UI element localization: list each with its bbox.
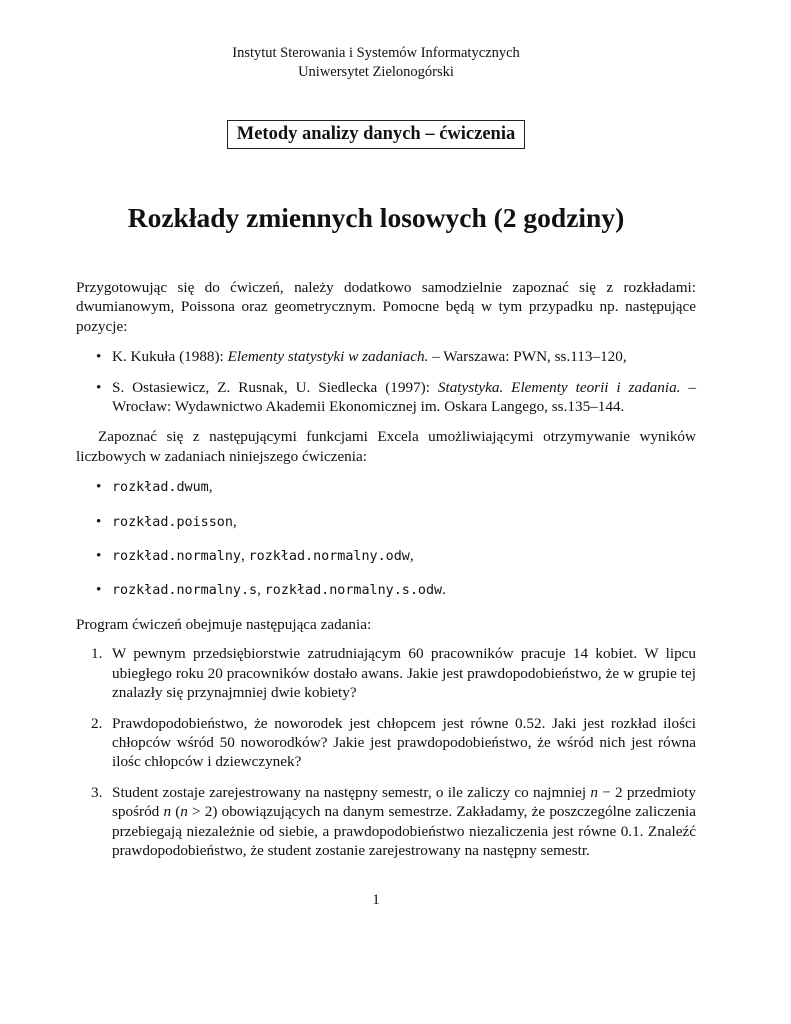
institution-header [0, 44, 752, 82]
course-title: Metody analizy danych – ćwiczenia [227, 120, 526, 149]
function-name: rozkład.poisson [112, 514, 233, 530]
task-text: W pewnym przedsiębiorstwie zatrudniającym 60 pracowników pracuje 14 kobiet. W lipcu ubiegłego roku 20 pracowników dostało awans. Jakie jest prawdopodobieństwo, że w grupie tej znalazły się przynajmniej dwie kobiety? [112, 645, 696, 702]
function-separator: , [257, 581, 265, 599]
bullet-icon: • [96, 581, 102, 599]
bullet-icon: • [96, 547, 102, 565]
reference-list [76, 347, 696, 416]
task-text: Prawdopodobieństwo, że noworodek jest chłopcem jest równe 0.52. Jaki jest rozkład ilości chłopców wśród 50 noworodków? Jakie jest prawdopodobieństwo, że wśród nich jest równa ilośc chłopców i dziewczynek? [112, 714, 696, 771]
page-title: Rozkłady zmiennych losowych (2 godziny) [127, 202, 625, 233]
intro-paragraph: Przygotowując się do ćwiczeń, należy dodatkowo samodzielnie zapoznać się z rozkładami: dwumianowym, Poissona oraz geometrycznym. Pomocne będą w tym przypadku np. następujące pozycje: [76, 279, 696, 335]
function-name-alt: rozkład.normalny.odw [248, 549, 410, 565]
reference-title: Elementy statystyki w zadaniach. [227, 348, 429, 366]
task-text-part: − 2 przedmioty spośród [112, 783, 696, 821]
reference-author: S. Ostasiewicz, Z. Rusnak, U. Siedlecka (1997): [112, 378, 430, 396]
function-name: rozkład.normalny.s [112, 583, 258, 599]
excel-function-item [76, 512, 696, 532]
excel-function-item [76, 546, 696, 566]
university-name: Uniwersytet Zielonogórski [298, 64, 454, 80]
function-punct: , [208, 478, 213, 496]
excel-function-item [76, 477, 696, 497]
bullet-icon: • [96, 512, 102, 530]
institute-name: Instytut Sterowania i Systemów Informatycznych [232, 45, 520, 61]
bullet-icon: • [96, 348, 102, 366]
task-text-part: Student zostaje zarejestrowany na następny semestr, o ile zaliczy co najmniej [112, 783, 591, 801]
task-item [76, 714, 696, 772]
function-punct: . [442, 581, 446, 599]
math-variable: n [180, 803, 188, 821]
math-variable: n [590, 783, 598, 801]
task-list [76, 644, 696, 860]
function-name-alt: rozkład.normalny.s.odw [264, 583, 443, 599]
task-text-part: > 2) obowiązujących na danym semestrze. Zakładamy, że poszczególne zaliczenia przebiegają niezależnie od siebie, a prawdopodobieństwo niezaliczenia jest równe 0.1. Znaleźć prawdopodobieństwo, że student zostanie zarejestrowany na następny semestr. [112, 803, 696, 859]
reference-title: Statystyka. Elementy teorii i zadania. [437, 378, 681, 396]
reference-publisher: – Wrocław: Wydawnictwo Akademii Ekonomicznej im. Oskara Langego, ss.135–144. [112, 378, 697, 416]
bullet-icon: • [96, 478, 102, 496]
excel-intro-paragraph: Zapoznać się z następującymi funkcjami Excela umożliwiającymi otrzymywanie wyników liczbowych w zadaniach niniejszego ćwiczenia: [76, 428, 696, 465]
task-number: 3. [91, 783, 103, 801]
math-variable: n [163, 803, 172, 821]
reference-publisher: – Warszawa: PWN, ss.113–120, [432, 348, 627, 366]
course-title-box [0, 120, 752, 149]
program-intro: Program ćwiczeń obejmuje następująca zadania: [76, 615, 372, 633]
function-punct: , [232, 512, 237, 530]
reference-item [76, 378, 696, 417]
excel-function-item [76, 580, 696, 600]
document-body [76, 278, 696, 871]
reference-author: K. Kukuła (1988): [112, 348, 224, 366]
function-separator: , [241, 547, 249, 565]
bullet-icon: • [96, 378, 102, 396]
function-name: rozkład.normalny [112, 549, 241, 565]
task-number: 2. [91, 714, 103, 732]
task-number: 1. [91, 645, 103, 663]
page-number: 1 [372, 892, 380, 908]
task-item [76, 783, 696, 861]
task-item [76, 644, 696, 702]
function-punct: , [409, 547, 414, 565]
task-text-part: ( [171, 803, 181, 821]
function-name: rozkład.dwum [112, 480, 209, 496]
reference-item [76, 347, 696, 366]
excel-function-list [76, 477, 696, 601]
